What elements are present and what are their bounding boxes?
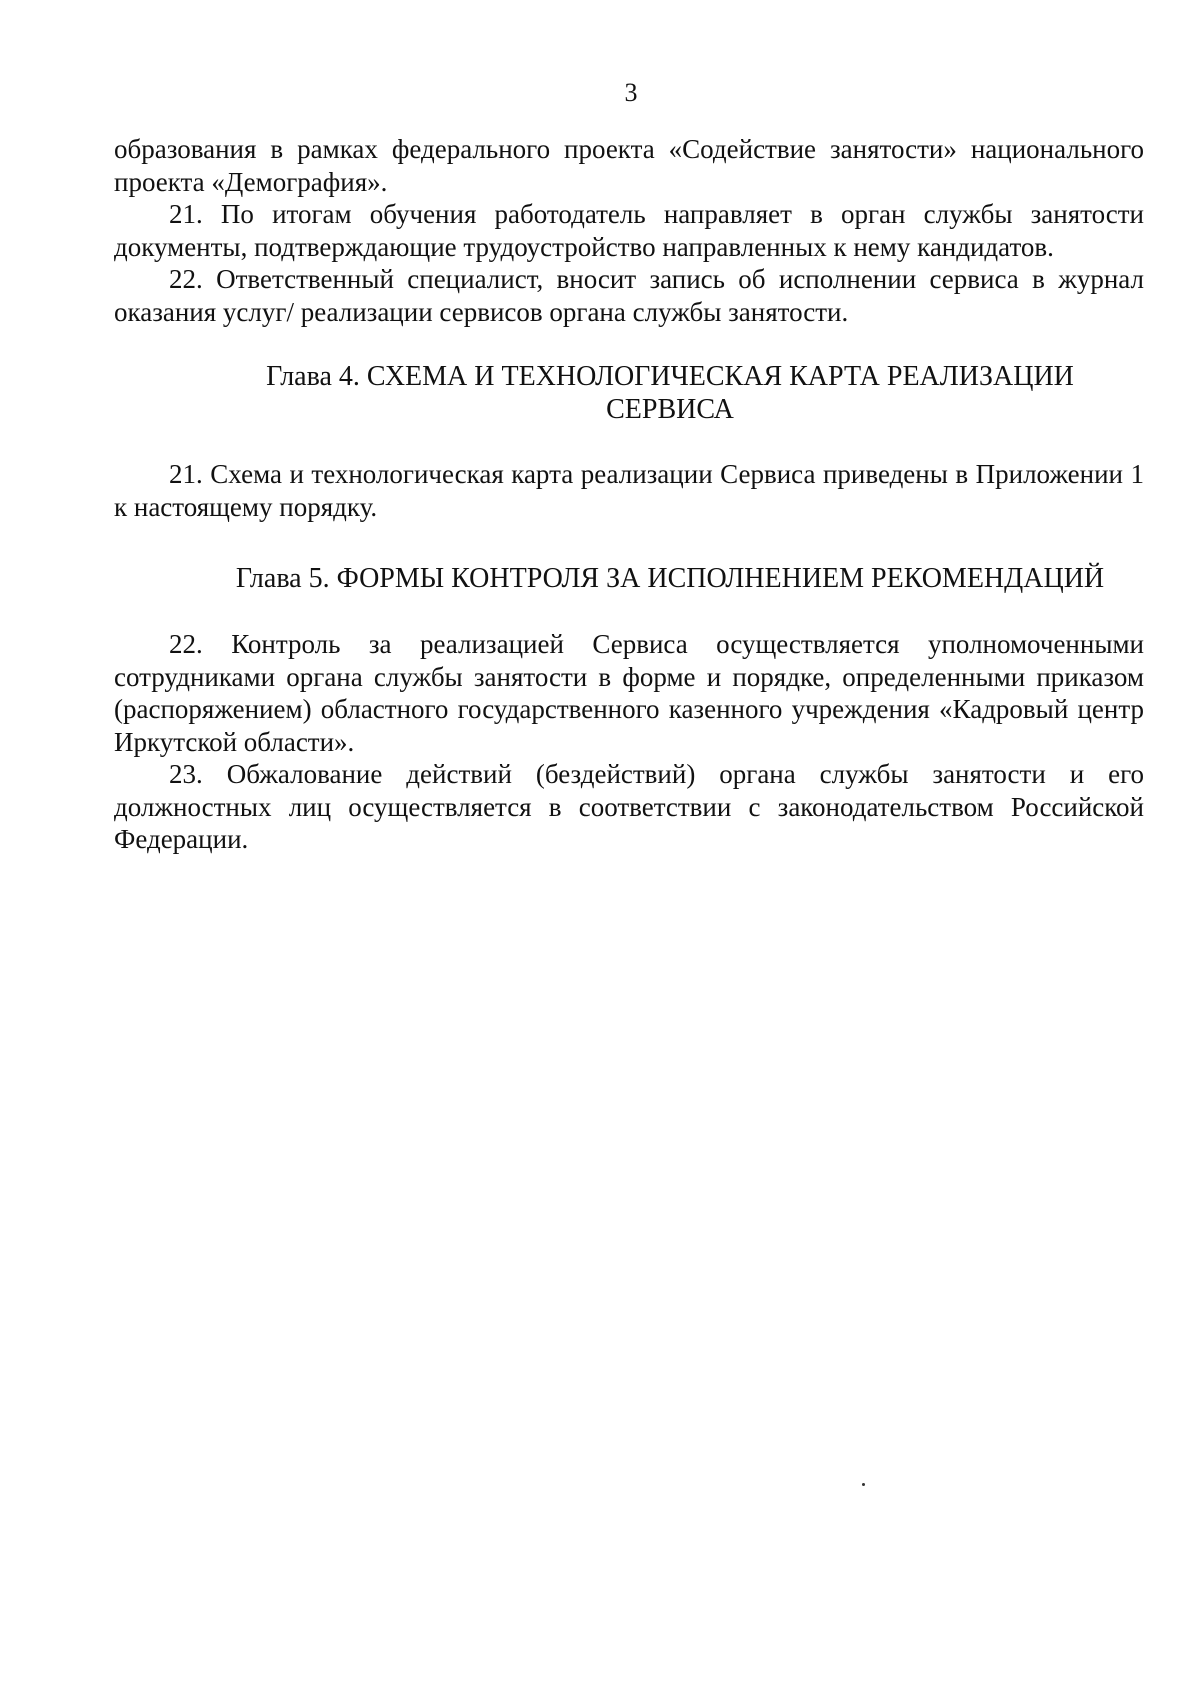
scan-speck xyxy=(862,1483,865,1486)
paragraph-22-control: 22. Контроль за реализацией Сервиса осуществляется уполномоченными сотрудниками органа службы занятости в форме и порядке, определенными приказом (распоряжением) областного государственного казенного учреждения «Кадровый центр Иркутской области». xyxy=(114,629,1144,757)
page-number: 3 xyxy=(624,78,638,107)
paragraph-22-journal-entry: 22. Ответственный специалист, вносит запись об исполнении сервиса в журнал оказания услуг/ реализации сервисов органа службы занятости. xyxy=(114,264,1144,327)
chapter-4-title-line-1: Глава 4. СХЕМА И ТЕХНОЛОГИЧЕСКАЯ КАРТА РЕАЛИЗАЦИИ xyxy=(266,361,1074,392)
chapter-5-title: Глава 5. ФОРМЫ КОНТРОЛЯ ЗА ИСПОЛНЕНИЕМ РЕКОМЕНДАЦИЙ xyxy=(235,563,1105,594)
paragraph-21-employment-documents: 21. По итогам обучения работодатель направляет в орган службы занятости документы, подтверждающие трудоустройство направленных к нему кандидатов. xyxy=(114,199,1144,262)
chapter-4-title xyxy=(240,360,1100,426)
paragraph-23-appeal: 23. Обжалование действий (бездействий) органа службы занятости и его должностных лиц осуществляется в соответствии с законодательством Российской Федерации. xyxy=(114,759,1144,854)
chapter-5-section xyxy=(114,628,1144,856)
paragraph-21-scheme-reference: 21. Схема и технологическая карта реализации Сервиса приведены в Приложении 1 к настоящему порядку. xyxy=(114,459,1144,522)
intro-section xyxy=(114,133,1144,328)
chapter-4-title-line-2: СЕРВИСА xyxy=(606,394,734,425)
chapter-4-section xyxy=(114,458,1144,523)
intro-continuation-paragraph: образования в рамках федерального проекта «Содействие занятости» национального проекта «Демография». xyxy=(114,134,1144,197)
